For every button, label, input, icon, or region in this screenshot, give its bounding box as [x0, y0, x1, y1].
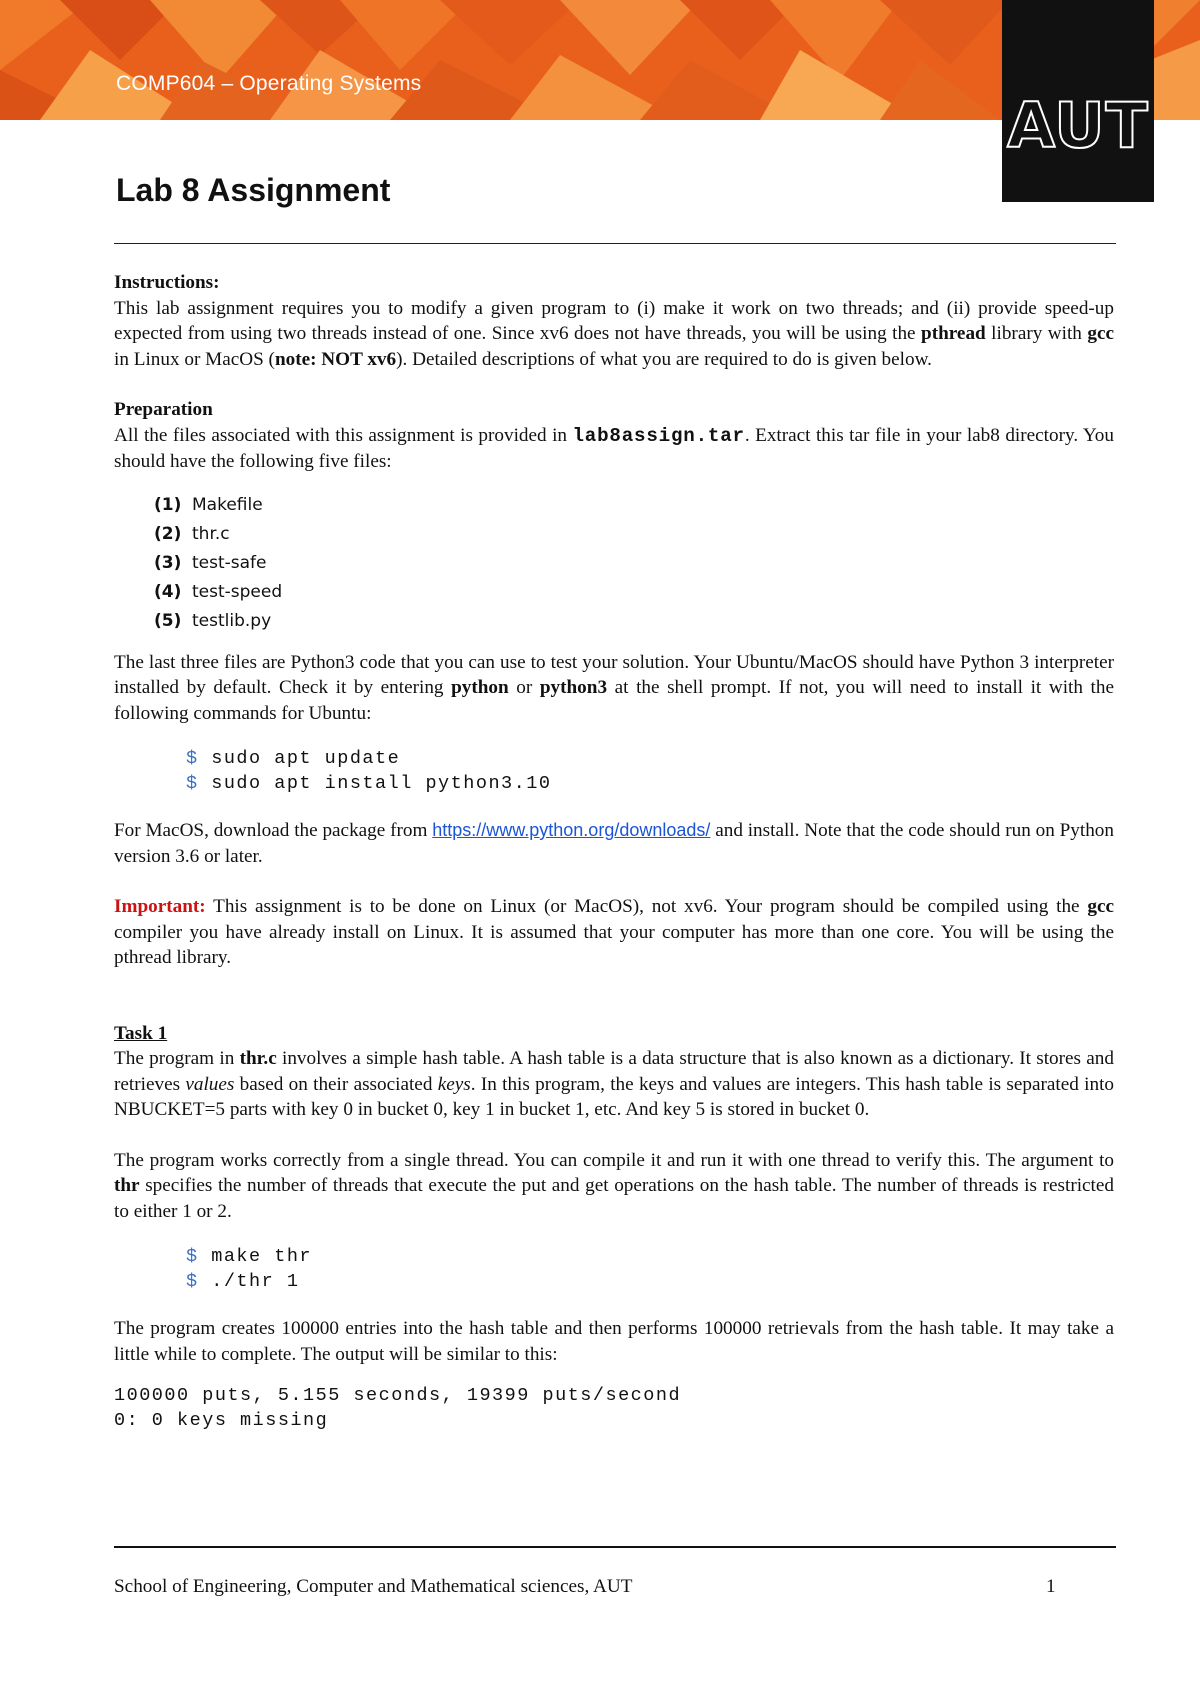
task1-paragraph-1: The program in thr.c involves a simple hash table. A hash table is a data structure that is also known as a dictionary. It stores and retrieves values based on their associated keys. In this program, the keys and values are integers. This hash table is separated into NBUCKET=5 parts with key 0 in bucket 0, key 1 in bucket 1, etc. And key 5 is stored in bucket 0.: [114, 1048, 1114, 1120]
preparation-heading: Preparation: [114, 399, 213, 420]
important-paragraph: Important: This assignment is to be done on Linux (or MacOS), not xv6. Your program should be compiled using the gcc compiler you have already install on Linux. It is assumed that your computer has more than one core. You will be using the pthread library.: [114, 896, 1114, 968]
title-divider: [114, 243, 1116, 244]
tar-filename: lab8assign.tar: [572, 424, 745, 447]
task1-paragraph-2: The program works correctly from a single thread. You can compile it and run it with one thread to verify this. The argument to thr specifies the number of threads that execute the put and get operations on the hash table. The number of threads is restricted to either 1 or 2.: [114, 1149, 1114, 1222]
instructions-paragraph: This lab assignment requires you to modify a given program to (i) make it work on two threads; and (ii) provide speed-up expected from using two threads instead of one. Since xv6 does not have threads, you will be using the pthread library with gcc in Linux or MacOS (note: NOT xv6). Detailed descriptions of what you are required to do is given below.: [114, 297, 1114, 370]
document-body: [114, 270, 1114, 1433]
page-number: 1: [1046, 1576, 1056, 1597]
list-item: (3) test-safe: [154, 552, 267, 573]
program-output: [114, 1383, 1114, 1433]
thr-commands: [186, 1244, 1114, 1294]
document-title: Lab 8 Assignment: [116, 172, 391, 208]
code-line: $ sudo apt install python3.10: [186, 773, 552, 794]
output-line: 100000 puts, 5.155 seconds, 19399 puts/second: [114, 1385, 682, 1406]
python-download-link[interactable]: https://www.python.org/downloads/: [432, 820, 711, 840]
code-line: $ sudo apt update: [186, 748, 401, 769]
python-paragraph: The last three files are Python3 code that you can use to test your solution. Your Ubuntu/MacOS should have Python 3 interpreter installed by default. Check it by entering python or python3 at the shell prompt. If not, you will need to install it with the following commands for Ubuntu:: [114, 651, 1114, 724]
important-label: Important:: [114, 896, 206, 917]
footer-school: School of Engineering, Computer and Mathematical sciences, AUT: [114, 1576, 633, 1597]
output-line: 0: 0 keys missing: [114, 1410, 329, 1431]
course-name: COMP604 – Operating Systems: [116, 72, 422, 95]
list-item: (2) thr.c: [154, 523, 230, 544]
footer-divider: [114, 1546, 1116, 1548]
list-item: (5) testlib.py: [154, 610, 272, 631]
macos-paragraph: For MacOS, download the package from https://www.python.org/downloads/ and install. Note that the code should run on Python version 3.6 or later.: [114, 820, 1114, 867]
ubuntu-commands: [186, 746, 1114, 796]
task1-paragraph-3: The program creates 100000 entries into the hash table and then performs 100000 retrievals from the hash table. It may take a little while to complete. The output will be similar to this:: [114, 1318, 1114, 1365]
instructions-heading: Instructions:: [114, 272, 220, 293]
task1-heading: Task 1: [114, 1022, 168, 1044]
file-list: [154, 491, 1114, 636]
list-item: (4) test-speed: [154, 581, 283, 602]
aut-logo: [1002, 0, 1154, 202]
code-line: $ ./thr 1: [186, 1271, 300, 1292]
preparation-paragraph: All the files associated with this assignment is provided in lab8assign.tar. Extract this tar file in your lab8 directory. You should have the following five files:: [114, 424, 1114, 472]
code-line: $ make thr: [186, 1246, 313, 1267]
list-item: (1) Makefile: [154, 494, 263, 515]
aut-logo-text: AUT: [1007, 89, 1149, 162]
